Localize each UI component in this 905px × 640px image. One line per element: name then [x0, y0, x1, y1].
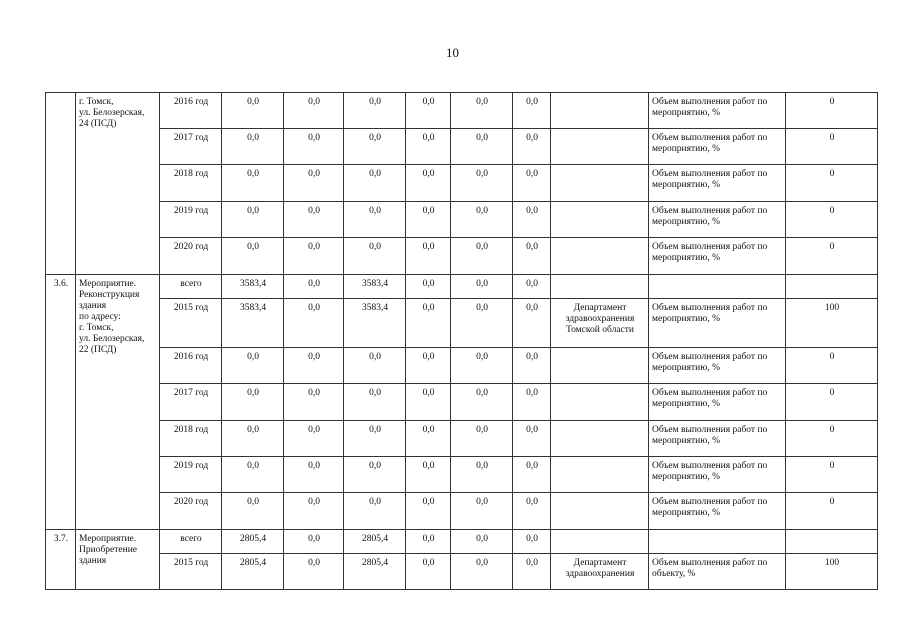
indicator-cell: Объем выполнения работ по мероприятию, % [649, 93, 786, 129]
value-cell: 0,0 [451, 202, 513, 238]
table-row [46, 530, 878, 554]
value-cell: 0,0 [222, 202, 284, 238]
year-cell: 2020 год [160, 238, 222, 275]
value-cell: 0,0 [406, 530, 451, 554]
indicator-cell: Объем выполнения работ по мероприятию, % [649, 238, 786, 275]
value-cell: 0,0 [451, 238, 513, 275]
value-cell: 0,0 [406, 421, 451, 457]
value-cell: 0,0 [284, 421, 344, 457]
value-cell: 0,0 [406, 457, 451, 493]
value-cell: 0,0 [222, 457, 284, 493]
target-value-cell: 100 [786, 299, 878, 348]
executor-cell [551, 493, 649, 530]
value-cell: 0,0 [406, 93, 451, 129]
table-row [46, 457, 878, 493]
indicator-cell: Объем выполнения работ по мероприятию, % [649, 129, 786, 165]
executor-cell [551, 202, 649, 238]
value-cell: 0,0 [222, 238, 284, 275]
value-cell: 0,0 [344, 384, 406, 421]
value-cell: 0,0 [513, 348, 551, 384]
year-cell: 2019 год [160, 202, 222, 238]
year-cell: 2015 год [160, 554, 222, 590]
value-cell: 0,0 [284, 202, 344, 238]
value-cell: 0,0 [406, 129, 451, 165]
value-cell: 3583,4 [344, 299, 406, 348]
value-cell: 0,0 [222, 493, 284, 530]
target-value-cell: 0 [786, 384, 878, 421]
executor-cell: Департамент здравоохранения [551, 554, 649, 590]
value-cell: 0,0 [284, 299, 344, 348]
indicator-cell: Объем выполнения работ по мероприятию, % [649, 493, 786, 530]
indicator-cell [649, 275, 786, 299]
target-value-cell: 0 [786, 493, 878, 530]
value-cell: 0,0 [513, 299, 551, 348]
value-cell: 0,0 [344, 457, 406, 493]
indicator-cell: Объем выполнения работ по мероприятию, % [649, 165, 786, 202]
table-row [46, 202, 878, 238]
table-row [46, 275, 878, 299]
target-value-cell [786, 275, 878, 299]
value-cell: 2805,4 [222, 530, 284, 554]
target-value-cell: 0 [786, 348, 878, 384]
value-cell: 3583,4 [222, 275, 284, 299]
table-row [46, 238, 878, 275]
value-cell: 0,0 [451, 299, 513, 348]
program-activities-table [45, 92, 878, 590]
target-value-cell: 0 [786, 238, 878, 275]
value-cell: 0,0 [284, 275, 344, 299]
value-cell: 0,0 [513, 202, 551, 238]
value-cell: 0,0 [284, 348, 344, 384]
year-cell: 2016 год [160, 348, 222, 384]
value-cell: 0,0 [406, 299, 451, 348]
year-cell: 2016 год [160, 93, 222, 129]
value-cell: 0,0 [222, 348, 284, 384]
value-cell: 0,0 [344, 238, 406, 275]
item-name-cell: г. Томск, ул. Белозерская, 24 (ПСД) [76, 93, 160, 275]
executor-cell [551, 421, 649, 457]
value-cell: 2805,4 [222, 554, 284, 590]
value-cell: 0,0 [344, 202, 406, 238]
executor-cell [551, 238, 649, 275]
value-cell: 0,0 [406, 348, 451, 384]
indicator-cell: Объем выполнения работ по мероприятию, % [649, 384, 786, 421]
value-cell: 0,0 [406, 275, 451, 299]
value-cell: 0,0 [222, 129, 284, 165]
value-cell: 0,0 [222, 93, 284, 129]
value-cell: 0,0 [344, 493, 406, 530]
value-cell: 0,0 [513, 493, 551, 530]
executor-cell [551, 129, 649, 165]
indicator-cell: Объем выполнения работ по мероприятию, % [649, 457, 786, 493]
indicator-cell: Объем выполнения работ по объекту, % [649, 554, 786, 590]
executor-cell: Департамент здравоохранения Томской области [551, 299, 649, 348]
indicator-cell: Объем выполнения работ по мероприятию, % [649, 348, 786, 384]
year-cell: 2017 год [160, 129, 222, 165]
value-cell: 0,0 [451, 554, 513, 590]
value-cell: 2805,4 [344, 554, 406, 590]
item-number-cell [46, 93, 76, 275]
executor-cell [551, 457, 649, 493]
value-cell: 0,0 [451, 129, 513, 165]
executor-cell [551, 275, 649, 299]
table-row [46, 299, 878, 348]
target-value-cell: 0 [786, 165, 878, 202]
year-cell: 2020 год [160, 493, 222, 530]
value-cell: 0,0 [284, 165, 344, 202]
value-cell: 0,0 [406, 238, 451, 275]
value-cell: 0,0 [222, 384, 284, 421]
value-cell: 0,0 [284, 457, 344, 493]
value-cell: 0,0 [406, 384, 451, 421]
table-row [46, 165, 878, 202]
value-cell: 0,0 [222, 165, 284, 202]
executor-cell [551, 530, 649, 554]
value-cell: 0,0 [513, 421, 551, 457]
target-value-cell: 0 [786, 129, 878, 165]
value-cell: 0,0 [284, 493, 344, 530]
item-number-cell: 3.6. [46, 275, 76, 530]
table-row [46, 384, 878, 421]
value-cell: 0,0 [451, 493, 513, 530]
year-cell: 2018 год [160, 165, 222, 202]
value-cell: 0,0 [513, 165, 551, 202]
value-cell: 3583,4 [222, 299, 284, 348]
value-cell: 0,0 [513, 554, 551, 590]
value-cell: 0,0 [406, 554, 451, 590]
value-cell: 0,0 [406, 493, 451, 530]
target-value-cell: 0 [786, 93, 878, 129]
value-cell: 0,0 [451, 165, 513, 202]
year-cell: всего [160, 275, 222, 299]
value-cell: 0,0 [451, 384, 513, 421]
executor-cell [551, 93, 649, 129]
value-cell: 0,0 [406, 202, 451, 238]
table-row [46, 554, 878, 590]
year-cell: 2015 год [160, 299, 222, 348]
year-cell: 2018 год [160, 421, 222, 457]
value-cell: 0,0 [344, 421, 406, 457]
executor-cell [551, 348, 649, 384]
value-cell: 0,0 [284, 530, 344, 554]
value-cell: 0,0 [513, 530, 551, 554]
value-cell: 0,0 [451, 421, 513, 457]
target-value-cell: 0 [786, 421, 878, 457]
executor-cell [551, 384, 649, 421]
indicator-cell: Объем выполнения работ по мероприятию, % [649, 421, 786, 457]
value-cell: 0,0 [513, 457, 551, 493]
value-cell: 0,0 [513, 384, 551, 421]
table-row [46, 93, 878, 129]
value-cell: 0,0 [344, 93, 406, 129]
target-value-cell: 0 [786, 457, 878, 493]
value-cell: 0,0 [344, 348, 406, 384]
target-value-cell [786, 530, 878, 554]
target-value-cell: 0 [786, 202, 878, 238]
value-cell: 0,0 [451, 457, 513, 493]
indicator-cell [649, 530, 786, 554]
table-row [46, 493, 878, 530]
value-cell: 0,0 [284, 384, 344, 421]
value-cell: 0,0 [513, 275, 551, 299]
item-name-cell: Мероприятие. Приобретение здания [76, 530, 160, 590]
table-row [46, 421, 878, 457]
value-cell: 0,0 [284, 554, 344, 590]
value-cell: 0,0 [513, 238, 551, 275]
value-cell: 0,0 [451, 348, 513, 384]
page-number: 10 [446, 45, 459, 60]
value-cell: 0,0 [451, 93, 513, 129]
value-cell: 0,0 [344, 129, 406, 165]
indicator-cell: Объем выполнения работ по мероприятию, % [649, 202, 786, 238]
value-cell: 0,0 [284, 93, 344, 129]
value-cell: 0,0 [222, 421, 284, 457]
executor-cell [551, 165, 649, 202]
table-row [46, 129, 878, 165]
item-name-cell: Мероприятие. Реконструкция здания по адресу: г. Томск, ул. Белозерская, 22 (ПСД) [76, 275, 160, 530]
year-cell: всего [160, 530, 222, 554]
target-value-cell: 100 [786, 554, 878, 590]
value-cell: 0,0 [513, 129, 551, 165]
value-cell: 0,0 [451, 530, 513, 554]
item-number-cell: 3.7. [46, 530, 76, 590]
value-cell: 0,0 [284, 238, 344, 275]
value-cell: 0,0 [513, 93, 551, 129]
indicator-cell: Объем выполнения работ по мероприятию, % [649, 299, 786, 348]
value-cell: 0,0 [344, 165, 406, 202]
value-cell: 0,0 [284, 129, 344, 165]
year-cell: 2017 год [160, 384, 222, 421]
value-cell: 2805,4 [344, 530, 406, 554]
value-cell: 3583,4 [344, 275, 406, 299]
table-row [46, 348, 878, 384]
value-cell: 0,0 [451, 275, 513, 299]
value-cell: 0,0 [406, 165, 451, 202]
year-cell: 2019 год [160, 457, 222, 493]
